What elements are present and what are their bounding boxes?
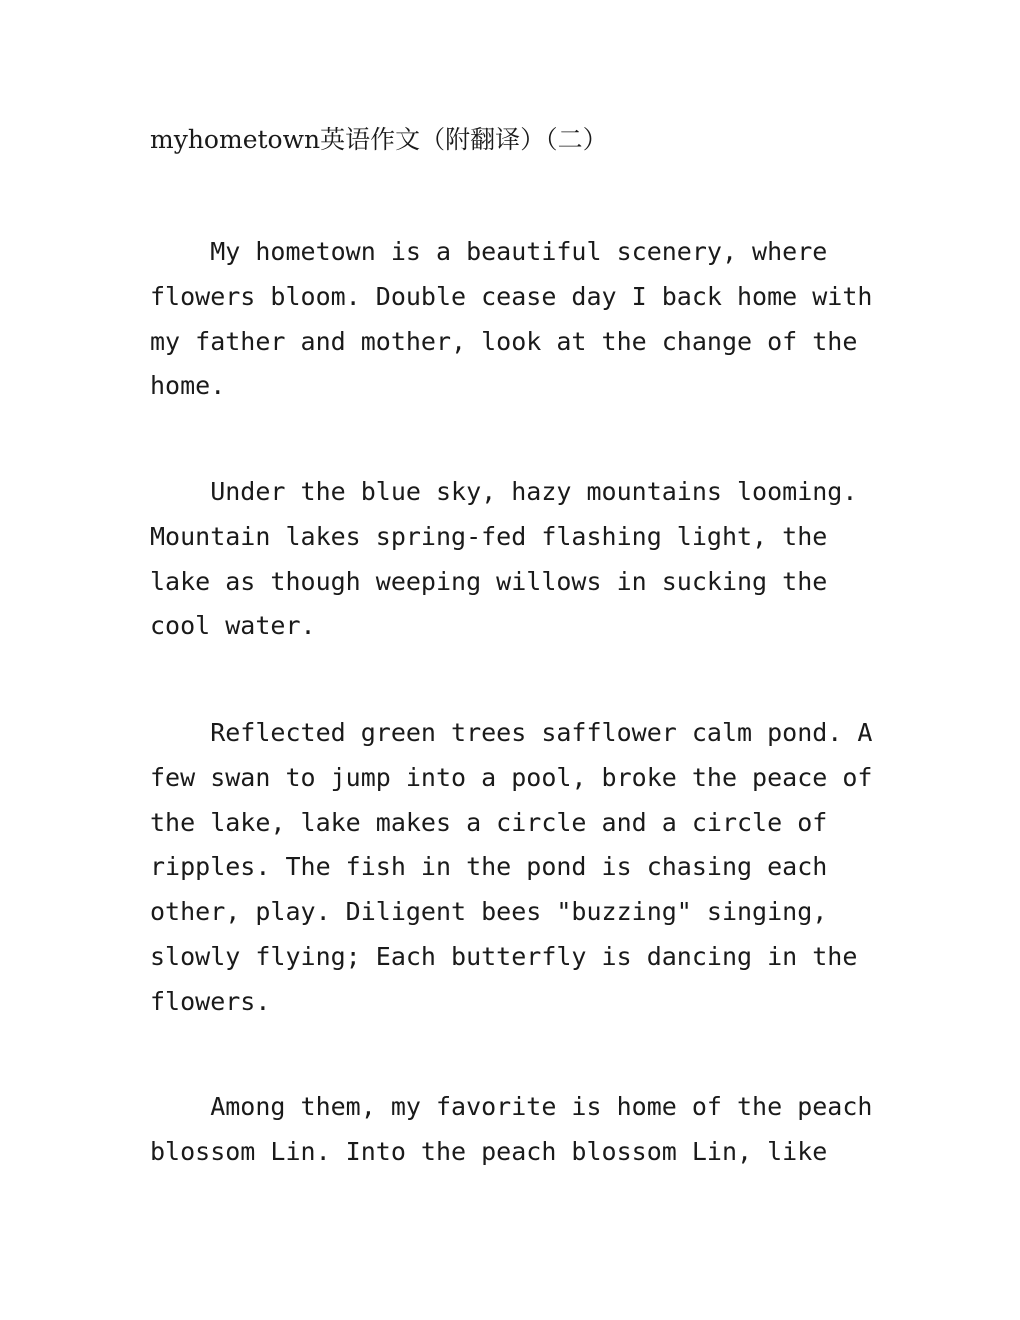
paragraph-3 xyxy=(150,711,890,1025)
paragraph-line: flowers bloom. Double cease day I back home with xyxy=(150,281,873,311)
paragraph-line: lake as though weeping willows in sucking the xyxy=(150,566,828,596)
paragraph-line: other, play. Diligent bees "buzzing" singing, xyxy=(150,897,828,927)
document-title: myhometown英语作文（附翻译）（二） xyxy=(150,125,608,154)
paragraph-line: Under the blue sky, hazy mountains looming. xyxy=(150,477,858,506)
paragraph-line: cool water. xyxy=(150,611,316,641)
paragraph-4 xyxy=(150,1085,890,1175)
paragraph-line: Among them, my favorite is home of the peach xyxy=(150,1092,873,1121)
paragraph-line: few swan to jump into a pool, broke the peace of xyxy=(150,762,873,792)
paragraph-line: the lake, lake makes a circle and a circle of xyxy=(150,807,828,837)
paragraph-line: slowly flying; Each butterfly is dancing in the xyxy=(150,941,858,971)
paragraph-line: Mountain lakes spring-fed flashing light, the xyxy=(150,521,828,551)
paragraph-line: flowers. xyxy=(150,986,271,1016)
paragraph-line: My hometown is a beautiful scenery, where xyxy=(150,237,828,266)
paragraph-line: Reflected green trees safflower calm pond. A xyxy=(150,718,873,747)
paragraph-line: my father and mother, look at the change of the xyxy=(150,326,858,356)
paragraph-2 xyxy=(150,470,890,649)
paragraph-line: blossom Lin. Into the peach blossom Lin, like xyxy=(150,1136,828,1166)
paragraph-1 xyxy=(150,230,890,409)
paragraph-line: home. xyxy=(150,371,226,401)
paragraph-line: ripples. The fish in the pond is chasing each xyxy=(150,852,828,882)
